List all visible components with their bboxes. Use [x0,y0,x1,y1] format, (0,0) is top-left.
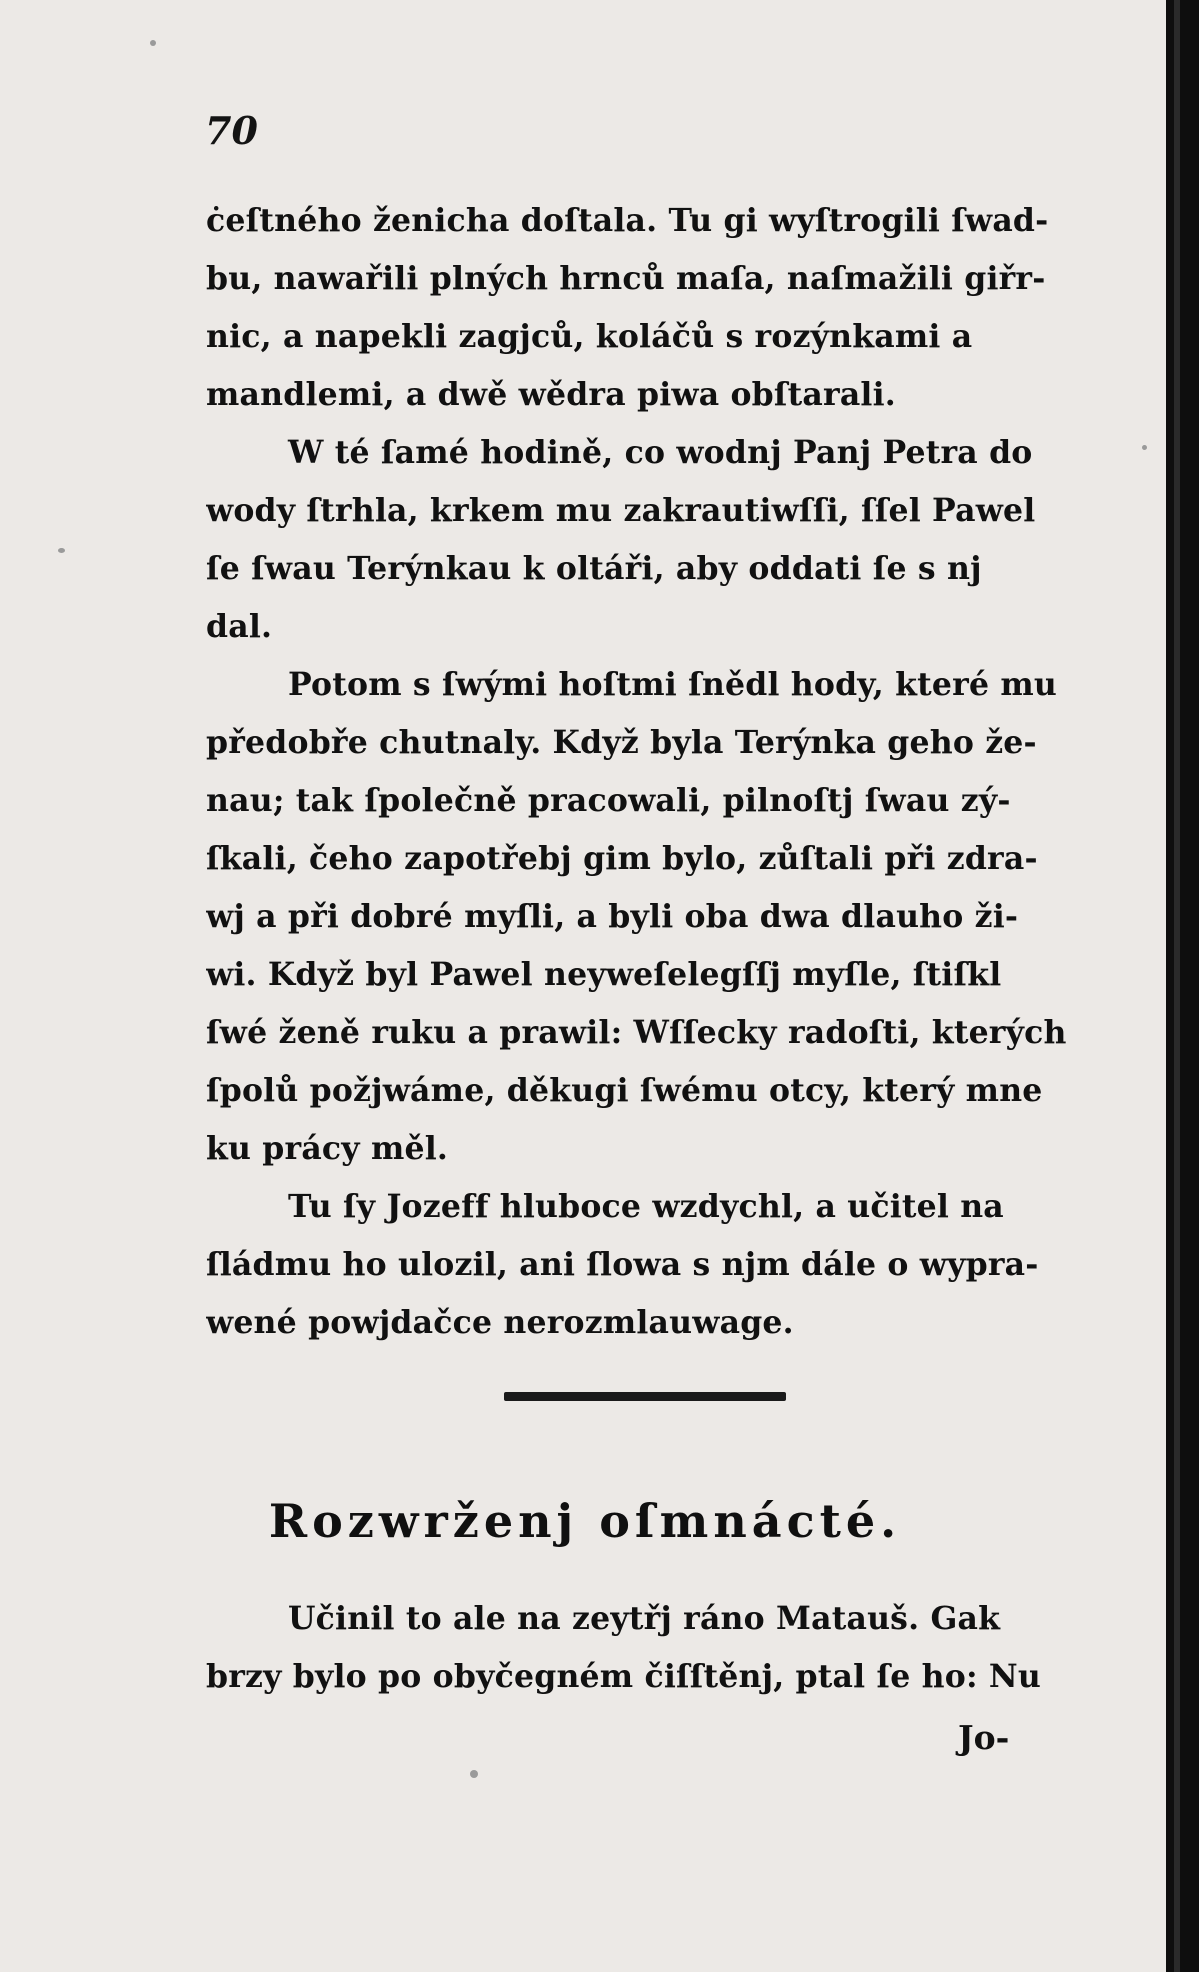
catchword: Jo- [958,1718,1010,1757]
section-divider [504,1392,786,1401]
scan-speck [470,1770,478,1778]
paragraph [206,192,1084,424]
text-line: Učinil to ale na zeytřj ráno Matauš. Gak [288,1600,1001,1637]
text-line: wody ſtrhla, krkem mu zakrautiwſſi, ſſel Pawel [206,492,1036,529]
text-line: nic, a napekli zagjců, koláčů s rozýnkami a [206,318,973,355]
paragraph [206,1178,1084,1352]
text-line: ċeſtného ženicha doſtala. Tu gi wyſtrogili ſwad- [206,202,1049,239]
text-line: ſe ſwau Terýnkau k oltáři, aby oddati ſe s nj [206,550,982,587]
text-line: Potom s ſwými hoſtmi ſnědl hody, které mu [288,666,1057,703]
text-line: ku prácy měl. [206,1130,449,1167]
text-line: wi. Když byl Pawel neyweſelegſſj myſle, ſtiſkl [206,956,1002,993]
chapter-text [206,1590,1084,1706]
text-line: Tu ſy Jozeff hluboce wzdychl, a učitel na [288,1188,1004,1225]
scan-speck [58,548,65,553]
text-line: W té ſamé hodině, co wodnj Panj Petra do [288,434,1033,471]
text-line: ſwé ženě ruku a prawil: Wſſecky radoſti, kterých [206,1014,1067,1051]
paragraph [206,424,1084,656]
chapter-title: Rozwrženj oſmnácté. [268,1494,902,1548]
text-line: wené powjdačce nerozmlauwage. [206,1304,794,1341]
page-number: 70 [205,108,258,153]
body-text [206,192,1084,1352]
text-line: předobře chutnaly. Když byla Terýnka geho že- [206,724,1037,761]
text-line: ſkali, čeho zapotřebj gim bylo, zůſtali při zdra- [206,840,1038,877]
text-line: wj a při dobré myſli, a byli oba dwa dlauho ži- [206,898,1019,935]
paragraph [206,656,1084,1178]
scan-speck [150,40,156,46]
scan-speck [1142,445,1147,450]
text-line: mandlemi, a dwě wědra piwa obſtarali. [206,376,896,413]
text-line: nau; tak ſpolečně pracowali, pilnoſtj ſwau zý- [206,782,1011,819]
text-line: ſpolů požjwáme, děkugi ſwému otcy, který mne [206,1072,1043,1109]
text-line: dal. [206,608,273,645]
text-line: brzy bylo po obyčegném čiſſtěnj, ptal ſe ho: Nu [206,1658,1042,1695]
text-line: bu, nawařili plných hrnců maſa, naſmažili giřr- [206,260,1046,297]
page-edge [1166,0,1199,1972]
text-line: ſládmu ho ulozil, ani ſlowa s njm dále o wypra- [206,1246,1039,1283]
